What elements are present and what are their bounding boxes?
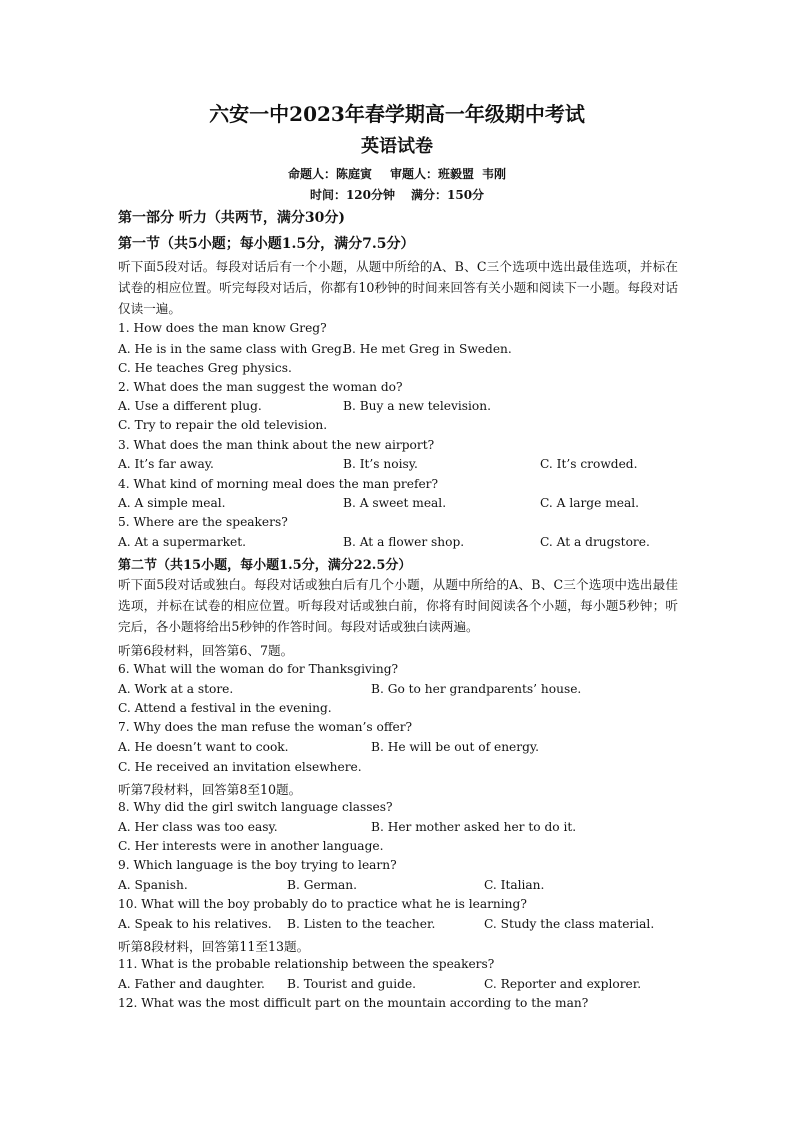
time-label: 时间：120分钟 — [309, 188, 395, 202]
exam-subject: 英语试卷 — [361, 136, 433, 157]
question-5: 5. Where are the speakers? — [118, 515, 288, 529]
question-3: 3. What does the man think about the new airport? — [118, 438, 435, 452]
question-12: 12. What was the most difficult part on the mountain according to the man? — [118, 996, 589, 1010]
reviewer2-label: 韦刚 — [482, 167, 507, 181]
question-2: 2. What does the man suggest the woman do? — [118, 380, 403, 394]
q6-option-c: C. Attend a festival in the evening. — [118, 701, 332, 715]
part1-heading: 第一部分 听力（共两节，满分30分) — [118, 210, 345, 226]
question-9: 9. Which language is the boy trying to learn? — [118, 858, 397, 872]
q3-option-a: A. It’s far away. — [118, 457, 214, 471]
question-11: 11. What is the probable relationship between the speakers? — [118, 957, 495, 971]
q4-option-b: B. A sweet meal. — [343, 496, 447, 510]
score-label: 满分：150分 — [411, 188, 485, 202]
q1-option-b: B. He met Greg in Sweden. — [343, 342, 512, 356]
q3-option-c: C. It’s crowded. — [540, 457, 638, 471]
q9-option-c: C. Italian. — [484, 878, 545, 892]
q10-option-c: C. Study the class material. — [484, 917, 655, 931]
question-4: 4. What kind of morning meal does the man prefer? — [118, 477, 439, 491]
material-7-label: 听第7段材料，回答第8至10题。 — [118, 782, 302, 797]
q6-option-a: A. Work at a store. — [118, 682, 234, 696]
q11-option-a: A. Father and daughter. — [118, 977, 265, 991]
q11-option-b: B. Tourist and guide. — [287, 977, 417, 991]
q2-option-a: A. Use a different plug. — [118, 399, 262, 413]
reviewer-label: 审题人：班毅盟 — [389, 167, 474, 181]
q7-option-a: A. He doesn’t want to cook. — [118, 740, 289, 754]
q3-option-b: B. It’s noisy. — [343, 457, 418, 471]
q10-option-a: A. Speak to his relatives. — [118, 917, 272, 931]
q5-option-a: A. At a supermarket. — [118, 535, 247, 549]
question-8: 8. Why did the girl switch language classes? — [118, 800, 393, 814]
setter-label: 命题人：陈庭寅 — [287, 167, 372, 181]
material-6-label: 听第6段材料，回答第6、7题。 — [118, 643, 294, 658]
section2-heading: 第二节（共15小题，每小题1.5分，满分22.5分） — [118, 558, 412, 573]
exam-title: 六安一中2023年春学期高一年级期中考试 — [209, 102, 585, 126]
exam-time-score — [0, 186, 794, 203]
q7-option-b: B. He will be out of energy. — [371, 740, 540, 754]
question-7: 7. Why does the man refuse the woman’s offer? — [118, 720, 413, 734]
q11-option-c: C. Reporter and explorer. — [484, 977, 642, 991]
q8-option-a: A. Her class was too easy. — [118, 820, 278, 834]
q9-option-a: A. Spanish. — [118, 878, 188, 892]
q7-option-c: C. He received an invitation elsewhere. — [118, 760, 362, 774]
question-1: 1. How does the man know Greg? — [118, 321, 327, 335]
q5-option-b: B. At a flower shop. — [343, 535, 465, 549]
q9-option-b: B. German. — [287, 878, 358, 892]
q1-option-c: C. He teaches Greg physics. — [118, 361, 292, 375]
q2-option-b: B. Buy a new television. — [343, 399, 491, 413]
q8-option-b: B. Her mother asked her to do it. — [371, 820, 577, 834]
section1-instructions: 听下面5段对话。每段对话后有一个小题，从题中所给的A、B、C三个选项中选出最佳选项，并标在试卷的相应位置。听完每段对话后，你都有10秒钟的时间来回答有关小题和阅读下一小题。每段对话仅读一遍。 — [118, 259, 678, 316]
q4-option-c: C. A large meal. — [540, 496, 639, 510]
q4-option-a: A. A simple meal. — [118, 496, 226, 510]
q5-option-c: C. At a drugstore. — [540, 535, 650, 549]
q2-option-c: C. Try to repair the old television. — [118, 418, 328, 432]
material-8-label: 听第8段材料，回答第11至13题。 — [118, 939, 310, 954]
q1-option-a: A. He is in the same class with Greg. — [118, 342, 346, 356]
section1-heading: 第一节（共5小题；每小题1.5分，满分7.5分） — [118, 236, 415, 252]
question-6: 6. What will the woman do for Thanksgiving? — [118, 662, 399, 676]
q10-option-b: B. Listen to the teacher. — [287, 917, 436, 931]
question-10: 10. What will the boy probably do to practice what he is learning? — [118, 897, 527, 911]
q8-option-c: C. Her interests were in another language. — [118, 839, 384, 853]
q6-option-b: B. Go to her grandparents’ house. — [371, 682, 582, 696]
exam-authors — [0, 165, 794, 182]
section2-instructions: 听下面5段对话或独白。每段对话或独白后有几个小题，从题中所给的A、B、C三个选项中选出最佳选项，并标在试卷的相应位置。听每段对话或独白前，你将有时间阅读各个小题，每小题5秒钟；听完后，各小题将给出5秒钟的作答时间。每段对话或独白读两遍。 — [118, 577, 678, 634]
